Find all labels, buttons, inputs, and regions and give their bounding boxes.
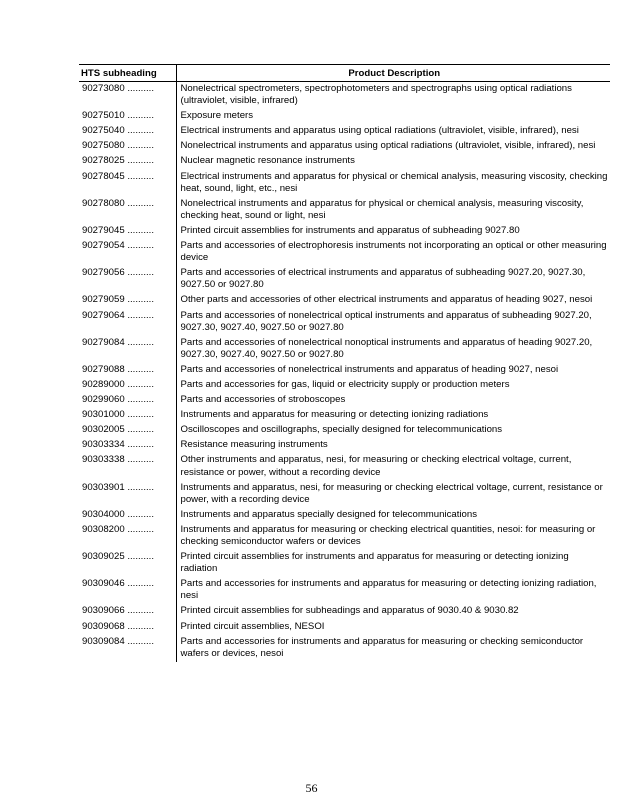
table-row [79, 336, 610, 363]
product-description: Printed circuit assemblies for instruments and apparatus of subheading 9027.80 [176, 224, 610, 239]
product-description: Parts and accessories of electrical instruments and apparatus of subheading 9027.20, 9027.30, 9027.50 or 9027.80 [176, 266, 610, 293]
hts-code: 90275080 .......... [82, 140, 155, 152]
product-description: Instruments and apparatus for measuring or checking electrical quantities, nesoi: for measuring or checking semiconductor wafers or devices [176, 523, 610, 550]
hts-code: 90279059 .......... [82, 294, 155, 306]
table-row [79, 266, 610, 293]
hts-code: 90273080 .......... [82, 83, 155, 94]
product-description: Other instruments and apparatus, nesi, for measuring or checking electrical voltage, current, resistance or power, without a recording device [176, 453, 610, 480]
table-row [79, 82, 610, 110]
product-description: Nonelectrical instruments and apparatus for physical or chemical analysis, measuring viscosity, checking heat, sound or light, nesi [176, 197, 610, 224]
hts-code: 90275040 .......... [82, 125, 155, 137]
table-header-row [79, 65, 610, 82]
table-row [79, 309, 610, 336]
table-row [79, 393, 610, 408]
hts-code: 90279088 .......... [82, 363, 155, 375]
table-row [79, 170, 610, 197]
product-description: Parts and accessories for gas, liquid or electricity supply or production meters [176, 378, 610, 393]
product-description: Printed circuit assemblies for instruments and apparatus for measuring or detecting ionizing radiation [176, 550, 610, 577]
hts-code: 90279045 .......... [82, 224, 155, 236]
hts-code: 90303901 .......... [82, 481, 155, 493]
hts-code: 90303334 .......... [82, 439, 155, 451]
table-row [79, 550, 610, 577]
hts-code: 90308200 .......... [82, 523, 155, 535]
product-description: Instruments and apparatus for measuring or detecting ionizing radiations [176, 408, 610, 423]
product-description: Parts and accessories of electrophoresis instruments not incorporating an optical or other measuring device [176, 239, 610, 266]
hts-code: 90309025 .......... [82, 551, 155, 563]
hts-table [79, 64, 610, 662]
product-description: Instruments and apparatus, nesi, for measuring or checking electrical voltage, current, resistance or power, with a recording device [176, 481, 610, 508]
product-description: Electrical instruments and apparatus for physical or chemical analysis, measuring viscosity, checking heat, sound, light, etc., nesi [176, 170, 610, 197]
page-number: 56 [305, 781, 318, 795]
table-row [79, 523, 610, 550]
product-description: Parts and accessories of nonelectrical nonoptical instruments and apparatus of heading 9027.20, 9027.30, 9027.40, 9027.50 or 9027.80 [176, 336, 610, 363]
product-description: Parts and accessories of nonelectrical optical instruments and apparatus of subheading 9027.20, 9027.30, 9027.40, 9027.50 or 9027.80 [176, 309, 610, 336]
table-row [79, 293, 610, 308]
table-row [79, 154, 610, 169]
hts-code: 90299060 .......... [82, 394, 155, 406]
table-row [79, 423, 610, 438]
product-description: Parts and accessories of nonelectrical instruments and apparatus of heading 9027, nesoi [176, 363, 610, 378]
hts-code: 90278045 .......... [82, 170, 155, 182]
hts-code: 90309068 .......... [82, 620, 155, 632]
product-description: Exposure meters [176, 109, 610, 124]
hts-code: 90275010 .......... [82, 110, 155, 122]
table-row [79, 577, 610, 604]
product-description: Instruments and apparatus specially designed for telecommunications [176, 508, 610, 523]
hts-code: 90302005 .......... [82, 424, 155, 436]
hts-code: 90289000 .......... [82, 378, 155, 390]
table-row [79, 635, 610, 662]
table-row [79, 197, 610, 224]
hts-code: 90279064 .......... [82, 309, 155, 321]
table-row [79, 453, 610, 480]
table-row [79, 224, 610, 239]
table-row [79, 109, 610, 124]
product-description: Printed circuit assemblies for subheadings and apparatus of 9030.40 & 9030.82 [176, 604, 610, 619]
product-description: Oscilloscopes and oscillographs, specially designed for telecommunications [176, 423, 610, 438]
hts-code: 90278025 .......... [82, 155, 155, 167]
hts-code: 90303338 .......... [82, 454, 155, 466]
hts-code: 90309084 .......... [82, 635, 155, 647]
product-description: Other parts and accessories of other electrical instruments and apparatus of heading 9027, nesoi [176, 293, 610, 308]
hts-code: 90309066 .......... [82, 605, 155, 617]
header-hts-subheading: HTS subheading [79, 65, 176, 82]
table-row [79, 124, 610, 139]
table-row [79, 239, 610, 266]
product-description: Nonelectrical spectrometers, spectrophotometers and spectrographs using optical radiations (ultraviolet, visible, infrared) [176, 82, 610, 110]
product-description: Parts and accessories for instruments and apparatus for measuring or checking semiconductor wafers or devices, nesoi [176, 635, 610, 662]
table-row [79, 508, 610, 523]
product-description: Parts and accessories of stroboscopes [176, 393, 610, 408]
hts-code: 90304000 .......... [82, 508, 155, 520]
product-description: Resistance measuring instruments [176, 438, 610, 453]
product-description: Nuclear magnetic resonance instruments [176, 154, 610, 169]
table-row [79, 378, 610, 393]
product-description: Electrical instruments and apparatus using optical radiations (ultraviolet, visible, infrared), nesi [176, 124, 610, 139]
table-row [79, 363, 610, 378]
product-description: Nonelectrical instruments and apparatus using optical radiations (ultraviolet, visible, infrared), nesi [176, 139, 610, 154]
table-row [79, 620, 610, 635]
product-description: Printed circuit assemblies, NESOI [176, 620, 610, 635]
hts-code: 90301000 .......... [82, 409, 155, 421]
table-row [79, 481, 610, 508]
header-product-description: Product Description [176, 65, 610, 82]
product-description: Parts and accessories for instruments and apparatus for measuring or detecting ionizing radiation, nesi [176, 577, 610, 604]
hts-code: 90279084 .......... [82, 336, 155, 348]
table-row [79, 438, 610, 453]
table-row [79, 139, 610, 154]
hts-code: 90278080 .......... [82, 197, 155, 209]
hts-code: 90309046 .......... [82, 578, 155, 590]
hts-code: 90279054 .......... [82, 240, 155, 252]
table-row [79, 408, 610, 423]
table-row [79, 604, 610, 619]
hts-code: 90279056 .......... [82, 267, 155, 279]
